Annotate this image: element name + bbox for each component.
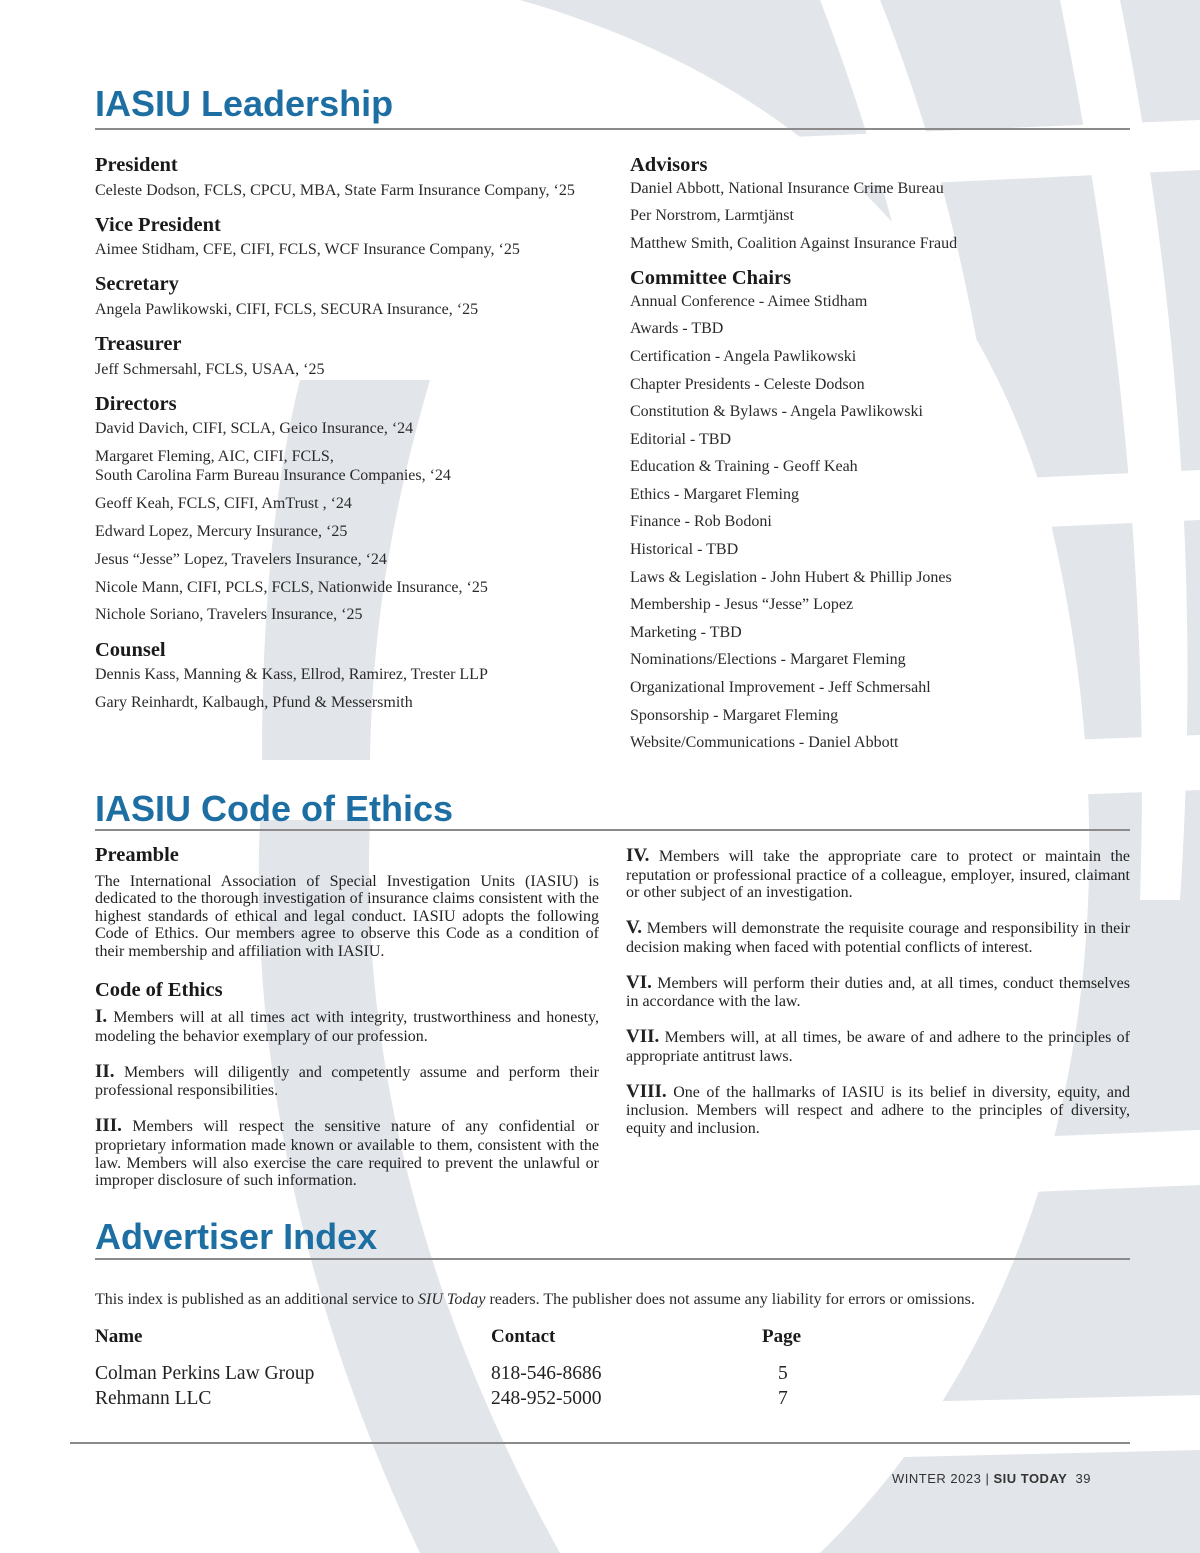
article-text: One of the hallmarks of IASIU is its belief in diversity, equity, and inclusion. Members will respect and adhere to the principles of diversity, equity and inclusion. bbox=[626, 1083, 1131, 1138]
role-label: Counsel bbox=[95, 638, 166, 661]
article-numeral: V. bbox=[626, 917, 643, 939]
page-footer bbox=[892, 1471, 1091, 1486]
officer-name: Angela Pawlikowski, CIFI, FCLS, SECURA Insurance, ‘25 bbox=[95, 301, 479, 319]
ethics-article bbox=[95, 1116, 599, 1190]
intro-text: This index is published as an additional service to bbox=[95, 1291, 419, 1308]
preamble-text: The International Association of Special Investigation Units (IASIU) is dedicated to the thorough investigation of insurance claims consistent with the highest standards of ethical and legal conduct. IASIU adopts the following Code of Ethics. Our members agree to observe this Code as a condition of their membership and affiliation with IASIU. bbox=[95, 872, 599, 960]
officer-name: Jeff Schmersahl, FCLS, USAA, ‘25 bbox=[95, 360, 325, 378]
article-text: Members will at all times act with integrity, trustworthiness and honesty, modeling the behavior exemplary of our profession. bbox=[95, 1009, 599, 1045]
advertiser-page: 7 bbox=[778, 1388, 788, 1409]
ethics-article bbox=[626, 1082, 1130, 1138]
committee-chairs-group bbox=[630, 267, 1130, 752]
column-header-name: Name bbox=[95, 1326, 143, 1347]
advertiser-contact: 248-952-5000 bbox=[491, 1388, 602, 1409]
publication-label: SIU TODAY bbox=[993, 1471, 1068, 1486]
issue-label: WINTER 2023 bbox=[892, 1471, 982, 1486]
committee-chair-item: Nominations/Elections - Margaret Fleming bbox=[630, 651, 906, 669]
director-name: Jesus “Jesse” Lopez, Travelers Insurance, ‘24 bbox=[95, 550, 387, 568]
advertiser-name: Colman Perkins Law Group bbox=[95, 1363, 315, 1384]
committee-chair-item: Education & Training - Geoff Keah bbox=[630, 458, 858, 476]
committee-chair-item: Chapter Presidents - Celeste Dodson bbox=[630, 375, 865, 393]
committee-chair-item: Organizational Improvement - Jeff Schmersahl bbox=[630, 678, 931, 696]
officer-name: Aimee Stidham, CFE, CIFI, FCLS, WCF Insurance Company, ‘25 bbox=[95, 241, 520, 259]
role-label: Directors bbox=[95, 392, 177, 415]
role-label: President bbox=[95, 154, 178, 176]
committee-chair-item: Sponsorship - Margaret Fleming bbox=[630, 706, 839, 724]
director-name: Margaret Fleming, AIC, CIFI, FCLS, bbox=[95, 448, 334, 466]
directors-group bbox=[95, 393, 615, 625]
officer-treasurer bbox=[95, 333, 615, 379]
leadership-left-column bbox=[95, 154, 615, 726]
ethics-right-column bbox=[626, 846, 1130, 1154]
committee-chair-item: Finance - Rob Bodoni bbox=[630, 513, 772, 531]
committee-chairs-list bbox=[630, 292, 1130, 752]
committee-chair-item: Historical - TBD bbox=[630, 541, 739, 559]
role-label: Committee Chairs bbox=[630, 267, 792, 290]
advisors-group bbox=[630, 154, 1130, 253]
committee-chair-item: Ethics - Margaret Fleming bbox=[630, 485, 799, 503]
committee-chair-item: Certification - Angela Pawlikowski bbox=[630, 348, 857, 365]
committee-chair-item: Editorial - TBD bbox=[630, 430, 732, 448]
director-name: South Carolina Farm Bureau Insurance Companies, ‘24 bbox=[95, 467, 451, 485]
preamble-heading: Preamble bbox=[95, 844, 179, 866]
code-of-ethics-heading: Code of Ethics bbox=[95, 978, 223, 1001]
ethics-divider bbox=[95, 829, 1130, 831]
advertiser-page: 5 bbox=[778, 1363, 788, 1384]
role-label: Advisors bbox=[630, 154, 708, 176]
director-name: Geoff Keah, FCLS, CIFI, AmTrust , ‘24 bbox=[95, 495, 352, 513]
advertiser-index-title: Advertiser Index bbox=[95, 1216, 378, 1257]
advisor-name: Daniel Abbott, National Insurance Crime Bureau bbox=[630, 179, 944, 197]
advisor-name: Per Norstrom, Larmtjänst bbox=[630, 207, 794, 225]
intro-text: readers. The publisher does not assume any liability for errors or omissions. bbox=[485, 1291, 975, 1308]
article-text: Members will take the appropriate care to protect or maintain the reputation or professional practice of a colleague, employer, insured, claimant or other subject of an investigation. bbox=[626, 848, 1131, 902]
role-label: Secretary bbox=[95, 273, 179, 296]
leadership-right-column bbox=[630, 154, 1130, 761]
ethics-article bbox=[626, 918, 1130, 956]
footer-separator: | bbox=[985, 1471, 990, 1486]
officer-secretary bbox=[95, 273, 615, 319]
article-numeral: II. bbox=[95, 1060, 115, 1082]
ethics-article bbox=[95, 1007, 599, 1045]
ethics-article bbox=[626, 973, 1130, 1011]
committee-chair-item: Marketing - TBD bbox=[630, 623, 742, 641]
advertiser-contact: 818-546-8686 bbox=[491, 1363, 602, 1384]
article-numeral: III. bbox=[95, 1115, 122, 1137]
officer-vice-president bbox=[95, 214, 615, 260]
advertiser-index-divider bbox=[95, 1258, 1130, 1260]
article-numeral: VIII. bbox=[626, 1080, 667, 1102]
advertiser-index-intro bbox=[95, 1290, 1130, 1309]
article-text: Members will demonstrate the requisite courage and responsibility in their decision making when faced with potential conflicts of interest. bbox=[626, 920, 1131, 956]
ethics-title: IASIU Code of Ethics bbox=[95, 788, 454, 829]
committee-chair-item: Constitution & Bylaws - Angela Pawlikowski bbox=[630, 403, 923, 421]
article-numeral: I. bbox=[95, 1006, 108, 1028]
role-label: Treasurer bbox=[95, 333, 182, 356]
counsel-group bbox=[95, 639, 615, 713]
ethics-article bbox=[626, 1027, 1130, 1065]
article-numeral: IV. bbox=[626, 845, 650, 866]
article-numeral: VI. bbox=[626, 971, 652, 993]
advertiser-name: Rehmann LLC bbox=[95, 1388, 212, 1409]
committee-chair-item: Laws & Legislation - John Hubert & Phillip Jones bbox=[630, 568, 952, 586]
ethics-article bbox=[95, 1062, 599, 1100]
director-name: Nicole Mann, CIFI, PCLS, FCLS, Nationwide Insurance, ‘25 bbox=[95, 578, 488, 596]
column-header-page: Page bbox=[762, 1326, 802, 1347]
counsel-name: Dennis Kass, Manning & Kass, Ellrod, Ramirez, Trester LLP bbox=[95, 666, 488, 684]
officer-president bbox=[95, 154, 615, 200]
footer-divider bbox=[70, 1442, 1130, 1444]
committee-chair-item: Website/Communications - Daniel Abbott bbox=[630, 734, 899, 752]
article-numeral: VII. bbox=[626, 1026, 660, 1048]
leadership-title: IASIU Leadership bbox=[95, 83, 394, 124]
column-header-contact: Contact bbox=[491, 1326, 556, 1347]
page-number: 39 bbox=[1075, 1471, 1092, 1486]
ethics-left-column bbox=[95, 844, 599, 1206]
counsel-name: Gary Reinhardt, Kalbaugh, Pfund & Messersmith bbox=[95, 693, 413, 711]
director-name: Edward Lopez, Mercury Insurance, ‘25 bbox=[95, 523, 348, 541]
committee-chair-item: Membership - Jesus “Jesse” Lopez bbox=[630, 596, 854, 614]
advisor-name: Matthew Smith, Coalition Against Insurance Fraud bbox=[630, 235, 958, 253]
ethics-article bbox=[626, 846, 1130, 902]
article-text: Members will perform their duties and, at all times, conduct themselves in accordance with the law. bbox=[626, 974, 1131, 1011]
leadership-divider bbox=[95, 128, 1130, 130]
article-text: Members will diligently and competently assume and perform their professional responsibilities. bbox=[95, 1063, 600, 1100]
committee-chair-item: Annual Conference - Aimee Stidham bbox=[630, 292, 868, 310]
committee-chair-item: Awards - TBD bbox=[630, 320, 724, 338]
article-text: Members will respect the sensitive nature of any confidential or proprietary information made known or available to them, consistent with the law. Members will also exercise the care required to prevent the unlawful or improper disclosure of such information. bbox=[95, 1118, 600, 1190]
director-name: Nichole Soriano, Travelers Insurance, ‘25 bbox=[95, 606, 363, 624]
director-name: David Davich, CIFI, SCLA, Geico Insurance, ‘24 bbox=[95, 420, 414, 438]
officer-name: Celeste Dodson, FCLS, CPCU, MBA, State Farm Insurance Company, ‘25 bbox=[95, 181, 575, 199]
publication-name: SIU Today bbox=[418, 1291, 486, 1308]
article-text: Members will, at all times, be aware of and adhere to the principles of appropriate antitrust laws. bbox=[626, 1029, 1131, 1065]
role-label: Vice President bbox=[95, 213, 221, 236]
